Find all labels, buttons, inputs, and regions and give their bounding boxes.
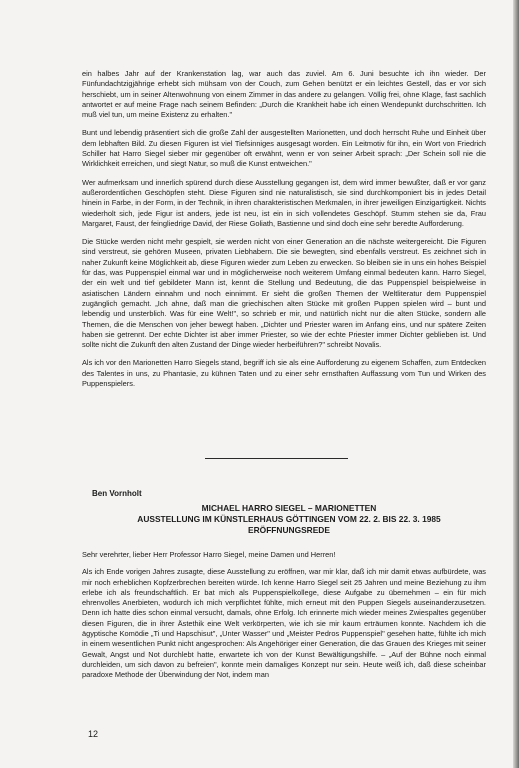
- paragraph: Bunt und lebendig präsentiert sich die große Zahl der ausgestellten Marionetten, und doch herrscht Ruhe und Einheit über dem lebhaften Bild. Zu diesen Figuren ist viel Tiefsinniges ausgesagt worden. Ein Leitmotiv für ihn, ein Wort von Friedrich Schiller hat Harro Siegel sieber mir gegenüber oft erwähnt, wenn er von seiner Arbeit sprach: „Der Schein soll nie die Wirklichkeit erreichen, und siegt Natur, so muß die Kunst entweichen.": [82, 128, 486, 169]
- section-heading: [82, 503, 496, 537]
- section-divider: [205, 458, 348, 459]
- heading-line: AUSSTELLUNG IM KÜNSTLERHAUS GÖTTINGEN VOM 22. 2. BIS 22. 3. 1985: [137, 514, 441, 525]
- paragraph: Als ich vor den Marionetten Harro Siegels stand, begriff ich sie als eine Aufforderung zu eigenem Schaffen, zum Entdecken des Talentes in uns, zu Phantasie, zu kühnen Taten und zu einer sehr ernsthaften Auffassung vom Tun und Wirken des Puppenspielers.: [82, 358, 486, 389]
- speech-body: [82, 550, 486, 688]
- salutation: Sehr verehrter, lieber Herr Professor Harro Siegel, meine Damen und Herren!: [82, 550, 336, 559]
- heading-line: ERÖFFNUNGSREDE: [248, 525, 330, 536]
- article-body: [82, 69, 486, 397]
- author-name: Ben Vornholt: [92, 489, 142, 498]
- paragraph: Wer aufmerksam und innerlich spürend durch diese Ausstellung gegangen ist, dem wird immer bewußter, daß er vor ganz außerordentlichen Geschöpfen steht. Diese Figuren sind nie naturalistisch, sie sind durchkomponiert bis in jedes Detail hinein in Farbe, in der Form, in der Technik, in ihren charakteristischen Merkmalen, in ihrer jeweiligen Einzigartigkeit. Nichts wiederholt sich, jede Figur ist anders, jede ist neu, ist ein in sich vollendetes Geschöpf. Stumm stehen sie da, Frau Margaret, Faust, der feingliedrige David, der Riese Goliath, Bastienne und sind doch eine sehr beredte Aufforderung.: [82, 177, 486, 228]
- page-number: 12: [88, 729, 99, 739]
- paragraph: ein halbes Jahr auf der Krankenstation lag, war auch das zuviel. Am 6. Juni besuchte ich ihn wieder. Der Fünfundachtzigjährige erhebt sich mühsam von der Couch, zum Gehen benützt er ein leichtes Gestell, das er vor sich herschiebt, um in seiner Altenwohnung von einem Zimmer in das andere zu gelangen. Völlig frei, ohne Klage, fast sachlich antwortet er auf meine Frage nach seinem Befinden: „Durch die Krankheit habe ich einen Wendepunkt durchschritten. Ich muß viel tun, um meine Existenz zu erhalten.": [82, 69, 486, 120]
- paragraph: Als ich Ende vorigen Jahres zusagte, diese Ausstellung zu eröffnen, war mir klar, daß ich mir damit etwas aufbürdete, was mir noch erheblichen Kopfzerbrechen bereiten würde. Ich kenne Harro Siegel seit 25 Jahren und meine Beziehung zu ihm erlebe ich als freundschaftlich. Er bat mich als Puppenspielkollege, diese Aufgabe zu übernehmen – ein für mich ehrenvolles Anerbieten, wodurch ich mich verpflichtet fühlte, mich erneut mit den Puppen Siegels auseinanderzusetzen. Denn ich hatte dies schon einmal versucht, damals, ohne Erfolg. Ich erinnerte mich wieder meines Zwiespaltes gegenüber diesen Figuren, die in ihrer Ästethik eine Welt verkörperten, wie ich sie mir kaum erträumen konnte. Nachdem ich die ägyptische Komödie „Ti und Hapschisut", „Unter Wasser" und „Meister Pedros Puppenspiel" gesehen hatte, fühlte ich mich in einem wesentlichen Punkt nicht angesprochen: Als Angehöriger einer Generation, die das Grauen des Krieges mit seiner Gewalt, Angst und Not durchlebt hatte, erwartete ich von der Kunst Bewältigungshilfe. – „Auf der Bühne noch einmal durchleiden, um sich davon zu befreien", konnte mein damaliges Konzept nur sein. Heute weiß ich, daß diese scheinbar paradoxe Methode der Überwindung der Not, indem man: [82, 567, 486, 680]
- page-edge-shadow: [513, 0, 519, 768]
- paragraph: Die Stücke werden nicht mehr gespielt, sie werden nicht von einer Generation an die nächste weitergereicht. Die Figuren sind verstreut, sie gehören Museen, privaten Liebhabern. Die sie bewegten, sind ebenfalls verstreut. Es zeichnet sich in naher Zukunft keine Möglichkeit ab, diese Figuren wieder zum Leben zu erwecken. So bleiben sie in uns ein hohes Beispiel für das, was Puppenspiel einmal war und in möglicherweise noch weiterem Umfang einmal bedeuten kann. Harro Siegel, der ein welt und tief gebildeter Mann ist, kennt die Stellung und Bedeutung, die das Puppenspiel beispielweise in asiatischen Ländern einnahm und noch einnimmt. Er sieht die großen Themen der Weltliteratur dem Puppenspiel zugänglich gemacht. „Ich ahne, daß man die griechischen alten Stücke mit großen Puppen spielen wird – bunt und lebendig und unsterblich. Was für eine Welt!", so schrieb er mir, und natürlich nicht nur die alten Stücke, sondern alle Themen, die die Menschen von jeher bewegt haben. „Dichter und Priester waren im Anfang eins, und nur spätere Zeiten haben sie getrennt. Der echte Dichter ist aber immer Priester, so wie der echte Priester immer Dichter geblieben ist. Und sollte nicht die Zukunft den alten Zustand der Dinge wieder herbeiführen?" schreibt Novalis.: [82, 237, 486, 350]
- heading-line: MICHAEL HARRO SIEGEL – MARIONETTEN: [201, 503, 377, 513]
